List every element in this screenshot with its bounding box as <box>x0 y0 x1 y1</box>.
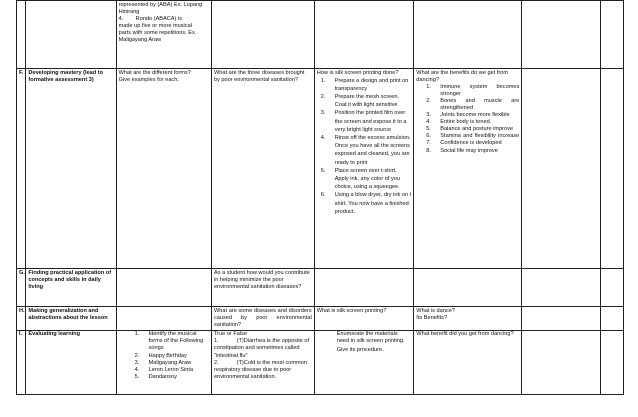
text-line: represented by (ABA) Ex. Lupang <box>118 1 203 8</box>
question-text: What are the benefits do we get from dancing? <box>416 69 509 83</box>
list-number: 7. <box>426 140 431 147</box>
remarks-cell <box>600 330 623 394</box>
tuesday-cell: As a student how would you contribute in helping minimize the poor environmental sanitation diseases? <box>211 269 314 307</box>
thursday-cell: What benefit did you get from dancing? <box>414 330 522 394</box>
monday-cell: What are the different forms? Give examples for each. <box>116 69 211 269</box>
text-line: parts with some repetitions. Ex. <box>118 29 197 36</box>
evaluation-song-list <box>119 331 209 381</box>
list-number: 4. <box>320 135 326 142</box>
list-number: 4. <box>134 366 140 373</box>
friday-cell <box>522 269 601 307</box>
list-text: Social life may improve <box>440 147 498 154</box>
remarks-cell <box>600 269 623 307</box>
list-number: 2. <box>426 97 431 104</box>
thursday-cell <box>414 69 522 269</box>
list-text: Balance and posture improve <box>440 126 514 133</box>
list-item <box>135 374 209 381</box>
list-number: 6. <box>426 133 431 140</box>
table-row <box>17 1 624 69</box>
list-number: 3. <box>320 110 326 117</box>
wednesday-cell <box>314 1 414 69</box>
text-line: 4. Rondo (ABACA) is <box>118 15 182 22</box>
list-text: Prepare the mesh screen. Coat it with light sensitive <box>334 94 400 109</box>
monday-cell <box>116 269 211 307</box>
list-text: Entire body is toned. <box>440 119 492 126</box>
friday-cell <box>522 69 601 269</box>
list-number: 5. <box>320 167 326 174</box>
quiz-intro: True or False <box>213 331 248 338</box>
list-text: Stamina and flexibility increase <box>440 133 520 140</box>
list-number: 1. <box>320 77 326 84</box>
list-item <box>317 134 412 167</box>
list-text: Position the printed film over the screen and expose it to a very bright light source <box>334 110 407 133</box>
list-text: Prepare a design and print on transparency <box>334 77 409 92</box>
friday-cell <box>522 1 601 69</box>
tuesday-cell: What are the three diseases brought by poor environmental sanitation? <box>211 69 314 269</box>
list-item <box>317 167 412 192</box>
dance-benefits-list <box>416 84 519 155</box>
list-item <box>317 93 412 109</box>
thursday-cell: What is dance? Its Benefits? <box>414 307 522 331</box>
row-letter: F. <box>17 69 26 269</box>
list-item <box>426 140 519 147</box>
list-item <box>426 148 519 155</box>
quiz-text: (T)Cold is the most common respiratory disease due to poor environmental sanitation. <box>213 359 307 380</box>
row-letter: H. <box>17 307 26 331</box>
quiz-number: 1. <box>213 338 219 345</box>
quiz-item <box>214 360 312 381</box>
monday-cell <box>116 1 211 69</box>
friday-cell <box>522 330 601 394</box>
wednesday-cell <box>314 69 414 269</box>
list-text: Happy Birthday <box>148 352 187 359</box>
row-letter: I. <box>17 330 26 394</box>
list-text: Immune system becomes stronger <box>440 83 520 97</box>
monday-cell <box>116 307 211 331</box>
list-text: Place screen over t-shirt. Apply ink, any color of you choice, using a squeegee. <box>334 167 400 191</box>
list-number: 5. <box>426 126 431 133</box>
list-text: Rinse off the excess emulsion. Once you have all the screens exposed and cleaned, you are ready to print <box>334 135 411 166</box>
silk-screen-steps <box>317 77 412 216</box>
list-item <box>426 112 519 119</box>
question-text: How is silk screen printing done? <box>316 69 399 76</box>
quiz-item <box>214 338 312 359</box>
row-label: Finding practical application of concepts and skills in daily living <box>26 269 116 307</box>
list-number: 2. <box>134 352 140 359</box>
list-number: 3. <box>134 359 140 366</box>
list-number: 5. <box>134 373 140 380</box>
list-text: Confidence is developed <box>440 140 502 147</box>
list-number: 8. <box>426 147 431 154</box>
list-number: 2. <box>320 94 326 100</box>
evaluation-task: Give its procedure. <box>336 347 384 354</box>
list-text: Leron Leron Sinta <box>148 366 194 373</box>
list-item <box>426 126 519 133</box>
tuesday-cell: What are some diseases and disorders caused by poor environmental sanitation? <box>211 307 314 331</box>
list-item <box>135 331 209 352</box>
list-text: Identify the musical forms of the Following songs <box>148 331 204 352</box>
table-row <box>17 69 624 269</box>
list-text: Dandansoy <box>148 373 177 380</box>
table-row <box>17 307 624 331</box>
quiz-text: (T)Diarrhea is the opposite of constipation and sometimes called "intestinal flu" <box>213 338 310 359</box>
friday-cell <box>522 307 601 331</box>
list-item <box>317 109 412 134</box>
list-text: Bones and muscle are strengthened <box>440 97 520 111</box>
list-item <box>135 367 209 374</box>
list-item <box>426 133 519 140</box>
list-text: Using a blow dryer, dry ink on t shirt. You now have a finished product. <box>334 192 412 215</box>
lesson-plan-table <box>16 0 624 395</box>
wednesday-cell <box>314 269 414 307</box>
row-letter: G. <box>17 269 26 307</box>
remarks-cell <box>600 307 623 331</box>
list-item <box>317 77 412 93</box>
table-row <box>17 330 624 394</box>
list-item <box>135 353 209 360</box>
text-line: made up five or more musical <box>118 22 192 29</box>
thursday-cell <box>414 1 522 69</box>
row-label: Evaluating learning <box>26 330 116 394</box>
wednesday-cell: What is silk screen printing? <box>314 307 414 331</box>
list-number: 1. <box>134 331 140 338</box>
list-text: Joints become more flexible <box>440 112 510 119</box>
tuesday-cell <box>211 330 314 394</box>
wednesday-cell <box>314 330 414 394</box>
list-item <box>426 98 519 112</box>
row-label: Making generalization and abstractions about the lesson <box>26 307 116 331</box>
list-item <box>426 84 519 98</box>
list-item <box>426 119 519 126</box>
text-line: Maligayang Araw <box>118 36 162 43</box>
row-letter-cell <box>17 1 26 69</box>
list-item <box>135 360 209 367</box>
monday-cell <box>116 330 211 394</box>
remarks-cell <box>600 69 623 269</box>
row-label-cell <box>26 1 116 69</box>
text-line: Hinirang <box>118 8 140 15</box>
list-text: Maligayang Araw <box>148 359 192 366</box>
list-number: 4. <box>426 119 431 126</box>
remarks-cell <box>600 1 623 69</box>
thursday-cell <box>414 269 522 307</box>
quiz-number: 2. <box>213 359 219 366</box>
list-number: 3. <box>426 112 431 119</box>
tuesday-cell <box>211 1 314 69</box>
evaluation-task: Enumerate the materials need in silk screen printing. <box>336 331 405 345</box>
list-item <box>317 191 412 216</box>
list-number: 6. <box>320 192 326 199</box>
row-label: Developing mastery (lead to formative assessment 3) <box>26 69 116 269</box>
list-number: 1. <box>426 83 431 90</box>
table-row <box>17 269 624 307</box>
